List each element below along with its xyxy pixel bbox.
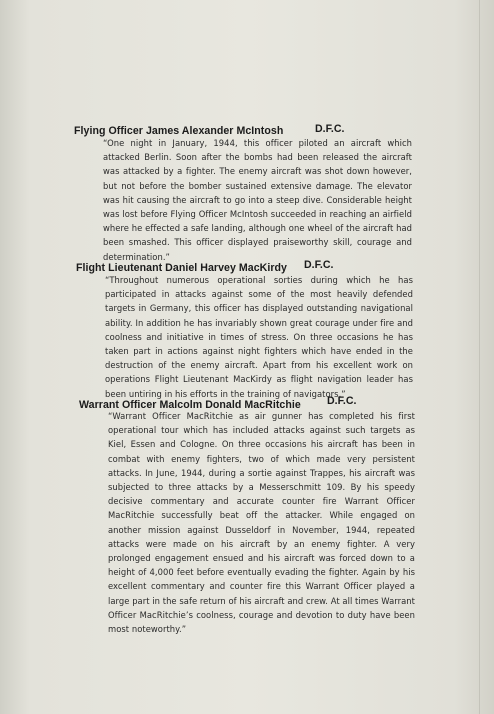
citation-text: “Warrant Officer MacRitchie as air gunner has completed his first operational tour which has included attacks against such targets as Kiel, Essen and Cologne. On three occasions his aircraft has been in combat with enemy fighters, two of which made very persistent attacks. In June, 1944, during a sortie against Trappes, his aircraft was subjected to three attacks by a Messerschmitt 109. By his speedy decisive commentary and accurate counter fire Warrant Officer MacRitchie successfully beat off the attacker. While engaged on another mission against Dusseldorf in November, 1944, repeated attacks were made on his aircraft by an enemy fighter. A very prolonged engagement ensued and his aircraft was forced down to a height of 4,000 feet before eventually evading the fighter. Again by his excellent commentary and counter fire this Warrant Officer played a large part in the safe return of his aircraft and crew. At all times Warrant Officer MacRitchie’s coolness, courage and devotion to duty have been most noteworthy.”: [108, 411, 415, 635]
citation-award: D.F.C.: [327, 395, 357, 407]
citation-text: “One night in January, 1944, this officer piloted an aircraft which attacked Berlin. Soon after the bombs had been released the aircraft was attacked by a fighter. The enemy aircraft was shot down however, but not before the bomber sustained extensive damage. The elevator was hit causing the aircraft to go into a steep dive. Considerable height was lost before Flying Officer McIntosh succeeded in reaching an airfield where he effected a safe landing, although one wheel of the aircraft had been smashed. This officer displayed praiseworthy skill, courage and determination.”: [103, 138, 412, 262]
citation-award: D.F.C.: [315, 123, 345, 135]
citation-award: D.F.C.: [304, 259, 334, 271]
citation-text: “Throughout numerous operational sorties during which he has participated in attacks against some of the most heavily defended targets in Germany, this officer has displayed outstanding navigational ability. In addition he has invariably shown great courage under fire and coolness and initiative in times of stress. On three occasions he has taken part in actions against night fighters which have ended in the destruction of the enemy aircraft. Apart from his excellent work on operations Flight Lieutenant MacKirdy as flight navigation leader has been untiring in his efforts in the training of navigators.”: [105, 275, 413, 399]
citation-name: Warrant Officer Malcolm Donald MacRitchie: [79, 399, 301, 411]
page-fold-edge: [479, 0, 480, 714]
citation-name: Flight Lieutenant Daniel Harvey MacKirdy: [76, 262, 287, 274]
citation-name: Flying Officer James Alexander McIntosh: [74, 125, 284, 137]
